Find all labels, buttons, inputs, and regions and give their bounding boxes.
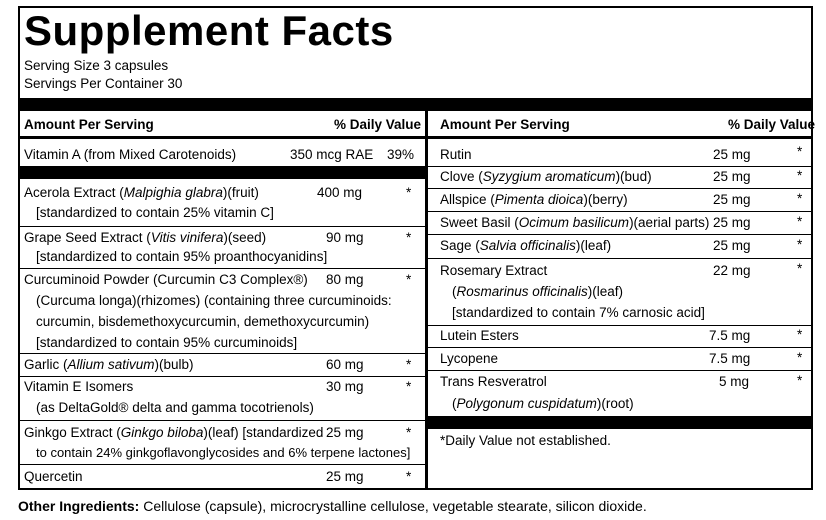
lutein-name: Lutein Esters: [440, 328, 519, 343]
allspice-name: Allspice (Pimenta dioica)(berry): [440, 192, 628, 207]
lutein-amount: 7.5 mg: [709, 328, 751, 343]
row-divider: [428, 370, 811, 371]
vitamin-e-name: Vitamin E Isomers: [24, 379, 134, 394]
grape-seed-amount: 90 mg: [326, 230, 364, 245]
row-divider: [428, 211, 811, 212]
acerola-name: Acerola Extract (Malpighia glabra)(fruit): [24, 185, 259, 200]
resveratrol-amount: 5 mg: [719, 374, 750, 389]
panel-title: Supplement Facts: [24, 7, 394, 54]
row-divider: [20, 353, 425, 354]
servings-per-container: Servings Per Container 30: [24, 76, 183, 91]
left-header-rule: [20, 136, 425, 139]
vitamin-e-sub: (as DeltaGold® delta and gamma tocotrienols): [36, 400, 314, 415]
grape-seed-sub: [standardized to contain 95% proanthocyanidins]: [36, 249, 328, 264]
quercetin-name: Quercetin: [24, 469, 83, 484]
rutin-amount: 25 mg: [713, 147, 751, 162]
quercetin-dv: *: [406, 469, 412, 484]
row-divider: [20, 268, 425, 269]
rutin-dv: *: [797, 144, 803, 159]
grape-seed-name: Grape Seed Extract (Vitis vinifera)(seed): [24, 230, 267, 245]
vitamin-a-dv: 39%: [387, 147, 415, 162]
sweet-basil-amount: 25 mg: [713, 215, 751, 230]
sage-amount: 25 mg: [713, 238, 751, 253]
resveratrol-dv: *: [797, 373, 803, 388]
clove-dv: *: [797, 168, 803, 183]
curcuminoid-amount: 80 mg: [326, 272, 364, 287]
acerola-sub: [standardized to contain 25% vitamin C]: [36, 205, 274, 220]
left-header-amount: Amount Per Serving: [24, 117, 154, 132]
right-header-rule: [428, 136, 811, 139]
allspice-amount: 25 mg: [713, 192, 751, 207]
resveratrol-sub: (Polygonum cuspidatum)(root): [452, 396, 634, 411]
rosemary-sub-2: [standardized to contain 7% carnosic acid]: [452, 305, 705, 320]
right-thick-bar: [428, 416, 811, 429]
row-divider: [428, 325, 811, 326]
row-divider: [428, 166, 811, 167]
lutein-dv: *: [797, 327, 803, 342]
row-divider: [428, 258, 811, 259]
quercetin-amount: 25 mg: [326, 469, 364, 484]
rosemary-name: Rosemary Extract: [440, 263, 548, 278]
curcuminoid-name: Curcuminoid Powder (Curcumin C3 Complex®): [24, 272, 308, 287]
rosemary-amount: 22 mg: [713, 263, 751, 278]
left-thick-bar: [20, 166, 425, 179]
acerola-amount: 400 mg: [317, 185, 363, 200]
left-header-dv: % Daily Value: [334, 117, 422, 132]
lycopene-name: Lycopene: [440, 351, 499, 366]
other-ingredients: [18, 497, 647, 515]
row-divider: [20, 464, 425, 465]
rutin-name: Rutin: [440, 147, 472, 162]
allspice-dv: *: [797, 191, 803, 206]
sage-dv: *: [797, 237, 803, 252]
ginkgo-sub: to contain 24% ginkgoflavonglycosides and 6% terpene lactones]: [36, 445, 411, 460]
column-divider: [425, 111, 428, 488]
row-divider: [20, 376, 425, 377]
serving-size: Serving Size 3 capsules: [24, 58, 169, 73]
row-divider: [428, 188, 811, 189]
row-divider: [20, 420, 425, 421]
thick-bar: [20, 98, 811, 111]
rosemary-dv: *: [797, 261, 803, 276]
grape-seed-dv: *: [406, 230, 412, 245]
clove-amount: 25 mg: [713, 169, 751, 184]
curcuminoid-dv: *: [406, 272, 412, 287]
lycopene-amount: 7.5 mg: [709, 351, 751, 366]
sweet-basil-dv: *: [797, 214, 803, 229]
vitamin-e-amount: 30 mg: [326, 379, 364, 394]
right-header-amount: Amount Per Serving: [440, 117, 570, 132]
sweet-basil-name: Sweet Basil (Ocimum basilicum)(aerial parts): [440, 215, 710, 230]
ginkgo-amount: 25 mg: [326, 425, 364, 440]
row-divider: [20, 226, 425, 227]
lycopene-dv: *: [797, 350, 803, 365]
other-ingredients-label: Other Ingredients:: [18, 498, 140, 514]
acerola-dv: *: [406, 185, 412, 200]
row-divider: [428, 347, 811, 348]
row-divider: [428, 234, 811, 235]
rosemary-sub-1: (Rosmarinus officinalis)(leaf): [452, 284, 624, 299]
right-header-dv: % Daily Value: [728, 117, 816, 132]
vitamin-e-dv: *: [406, 379, 412, 394]
curcuminoid-sub-2: curcumin, bisdemethoxycurcumin, demethoxycurcumin): [36, 314, 370, 329]
other-ingredients-text: Cellulose (capsule), microcrystalline cellulose, vegetable stearate, silicon dioxide.: [139, 498, 647, 514]
vitamin-a-amount: 350 mcg RAE: [290, 147, 374, 162]
clove-name: Clove (Syzygium aromaticum)(bud): [440, 169, 652, 184]
garlic-name: Garlic (Allium sativum)(bulb): [24, 357, 194, 372]
sage-name: Sage (Salvia officinalis)(leaf): [440, 238, 612, 253]
dv-note: *Daily Value not established.: [440, 433, 611, 448]
curcuminoid-sub-1: (Curcuma longa)(rhizomes) (containing three curcuminoids:: [36, 293, 392, 308]
garlic-amount: 60 mg: [326, 357, 364, 372]
ginkgo-name: Ginkgo Extract (Ginkgo biloba)(leaf) [standardized: [24, 425, 324, 440]
resveratrol-name: Trans Resveratrol: [440, 374, 547, 389]
vitamin-a-name: Vitamin A (from Mixed Carotenoids): [24, 147, 237, 162]
ginkgo-dv: *: [406, 425, 412, 440]
curcuminoid-sub-3: [standardized to contain 95% curcuminoids]: [36, 335, 298, 350]
garlic-dv: *: [406, 357, 412, 372]
